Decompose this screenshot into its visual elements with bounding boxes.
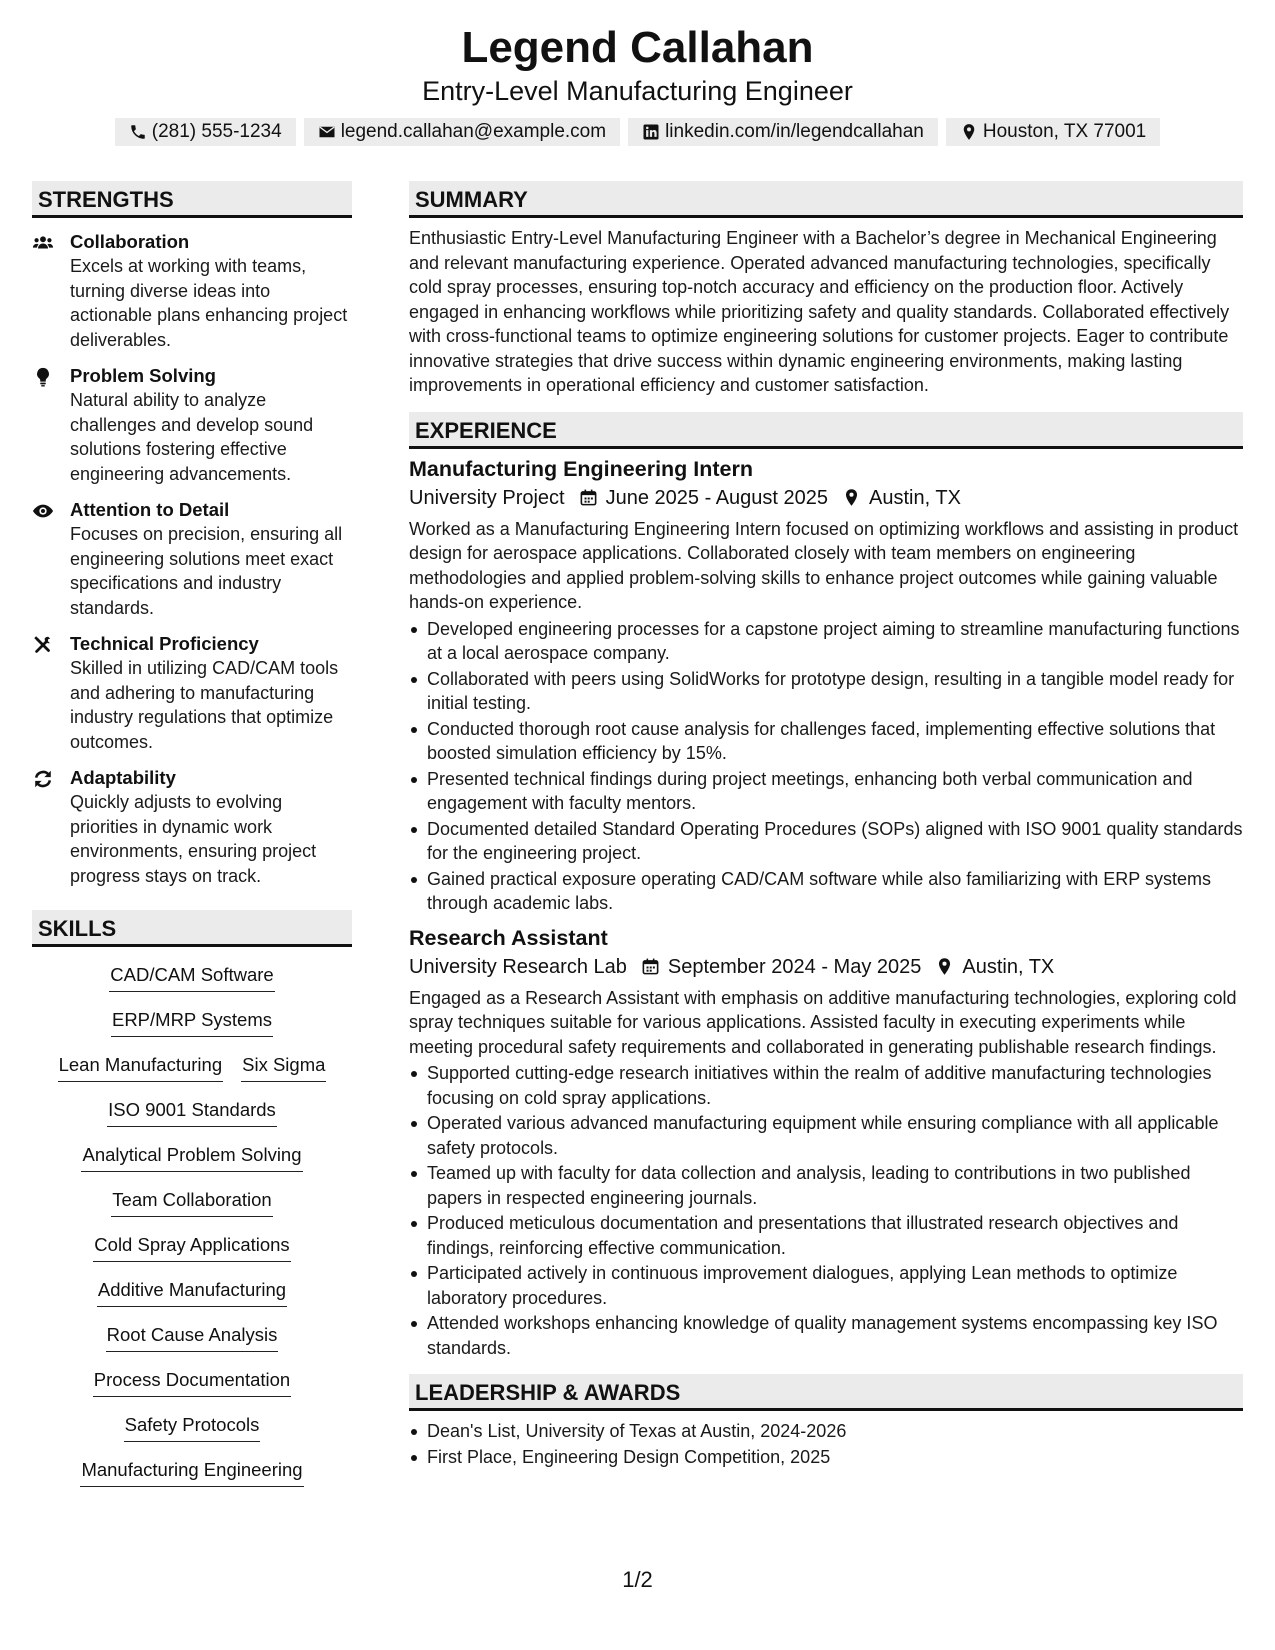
- skill-tag: CAD/CAM Software: [109, 963, 274, 992]
- job-bullets: [409, 1061, 1243, 1360]
- job-org: University Research Lab: [409, 955, 627, 978]
- list-item: Teamed up with faculty for data collection and analysis, leading to contributions in two published papers in respected engineering journals.: [427, 1161, 1243, 1210]
- list-item: Operated various advanced manufacturing equipment while ensuring compliance with all applicable safety protocols.: [427, 1111, 1243, 1160]
- right-column: [409, 181, 1243, 1470]
- strength-desc: Quickly adjusts to evolving priorities in dynamic work environments, ensuring project progress stays on track.: [70, 792, 317, 886]
- strength-title: Collaboration: [70, 231, 190, 252]
- location-text: Houston, TX 77001: [982, 121, 1147, 142]
- list-item: Attended workshops enhancing knowledge of quality management systems encompassing key ISO standards.: [427, 1311, 1243, 1360]
- skill-tag: Six Sigma: [241, 1053, 326, 1082]
- strength-desc: Skilled in utilizing CAD/CAM tools and adhering to manufacturing industry regulations that optimize outcomes.: [70, 658, 339, 752]
- list-item: Produced meticulous documentation and presentations that illustrated research objectives and findings, reinforcing effective communication.: [427, 1211, 1243, 1260]
- job-meta: [409, 952, 1243, 982]
- strength-desc: Excels at working with teams, turning diverse ideas into actionable plans enhancing project deliverables.: [70, 256, 348, 350]
- eye-icon: [32, 500, 54, 522]
- list-item: First Place, Engineering Design Competition, 2025: [427, 1445, 1243, 1470]
- map-pin-icon: [935, 957, 954, 976]
- skill-tag: Analytical Problem Solving: [81, 1143, 302, 1172]
- contact-phone[interactable]: [115, 118, 296, 146]
- job-entry: [409, 924, 1243, 1361]
- lightbulb-icon: [32, 366, 54, 388]
- resume-header: [0, 0, 1275, 146]
- phone-icon: [129, 123, 147, 141]
- job-bullets: [409, 617, 1243, 916]
- strength-title: Problem Solving: [70, 365, 216, 386]
- awards-heading: LEADERSHIP & AWARDS: [409, 1374, 1243, 1411]
- contact-email[interactable]: [304, 118, 620, 146]
- strength-item: [32, 230, 352, 352]
- list-item: Supported cutting-edge research initiatives within the realm of additive manufacturing technologies focusing on cold spray applications.: [427, 1061, 1243, 1110]
- skill-tag: Team Collaboration: [111, 1188, 272, 1217]
- left-column: [32, 181, 352, 1503]
- skills-heading: SKILLS: [32, 910, 352, 947]
- strength-item: [32, 766, 352, 888]
- skill-tag: Manufacturing Engineering: [80, 1458, 303, 1487]
- job-entry: [409, 455, 1243, 916]
- job-meta: [409, 483, 1243, 513]
- email-text: legend.callahan@example.com: [340, 121, 607, 142]
- list-item: Presented technical findings during project meetings, enhancing both verbal communication and engagement with faculty mentors.: [427, 767, 1243, 816]
- sync-icon: [32, 768, 54, 790]
- summary-text: Enthusiastic Entry-Level Manufacturing Engineer with a Bachelor’s degree in Mechanical Engineering and relevant manufacturing experience. Operated advanced manufacturing technologies, specifically cold spray processes, ensuring top-notch accuracy and efficiency on the production floor. Actively engaged in enhancing workflows while prioritizing safety and quality standards. Collaborated effectively with cross-functional teams to optimize engineering solutions for customer projects. Eager to contribute innovative strategies that drive success within dynamic engineering environments, making lasting improvements in operational efficiency and customer satisfaction.: [409, 228, 1230, 395]
- map-pin-icon: [842, 488, 861, 507]
- list-item: Gained practical exposure operating CAD/CAM software while also familiarizing with ERP systems through academic labs.: [427, 867, 1243, 916]
- skill-tag: Cold Spray Applications: [93, 1233, 290, 1262]
- job-dates: September 2024 - May 2025: [667, 955, 922, 978]
- job-location: Austin, TX: [962, 955, 1055, 978]
- strength-item: [32, 632, 352, 754]
- strength-item: [32, 364, 352, 486]
- strength-title: Attention to Detail: [70, 499, 230, 520]
- list-item: Collaborated with peers using SolidWorks for prototype design, resulting in a tangible model ready for initial testing.: [427, 667, 1243, 716]
- skill-tag: Safety Protocols: [124, 1413, 261, 1442]
- job-location: Austin, TX: [869, 486, 961, 509]
- phone-text: (281) 555-1234: [151, 121, 282, 142]
- tools-icon: [32, 634, 54, 656]
- list-item: Documented detailed Standard Operating Procedures (SOPs) aligned with ISO 9001 quality standards for the engineering project.: [427, 817, 1243, 866]
- skill-tag: ERP/MRP Systems: [111, 1008, 273, 1037]
- envelope-icon: [318, 123, 336, 141]
- linkedin-icon: [642, 123, 660, 141]
- skill-tag: Process Documentation: [93, 1368, 291, 1397]
- strength-desc: Focuses on precision, ensuring all engineering solutions meet exact specifications and industry standards.: [70, 524, 343, 618]
- contact-location: [946, 118, 1160, 146]
- skill-tag: Root Cause Analysis: [106, 1323, 279, 1352]
- awards-list: [409, 1419, 1243, 1469]
- contact-bar: [0, 118, 1275, 146]
- linkedin-text: linkedin.com/in/legendcallahan: [665, 121, 924, 142]
- job-dates: June 2025 - August 2025: [605, 486, 829, 509]
- skill-tag: Additive Manufacturing: [97, 1278, 287, 1307]
- candidate-name: Legend Callahan: [461, 23, 814, 72]
- strengths-heading: STRENGTHS: [32, 181, 352, 218]
- page-number: 1/2: [622, 1567, 653, 1592]
- calendar-icon: [641, 957, 660, 976]
- list-item: Developed engineering processes for a capstone project aiming to streamline manufacturing functions at a local aerospace company.: [427, 617, 1243, 666]
- list-item: Dean's List, University of Texas at Austin, 2024-2026: [427, 1419, 1243, 1444]
- job-org: University Project: [409, 486, 565, 509]
- job-description: Worked as a Manufacturing Engineering Intern focused on optimizing workflows and assisting in product design for aerospace applications. Collaborated closely with team members on engineering methodologies and applied problem-solving skills to enhance project outcomes while gaining valuable hands-on experience.: [409, 518, 1239, 612]
- candidate-title: Entry-Level Manufacturing Engineer: [422, 76, 853, 106]
- skills-list: [32, 963, 352, 1503]
- job-title: Manufacturing Engineering Intern: [409, 456, 754, 481]
- skill-tag: Lean Manufacturing: [58, 1053, 224, 1082]
- list-item: Conducted thorough root cause analysis for challenges faced, implementing effective solutions that boosted simulation efficiency by 15%.: [427, 717, 1243, 766]
- experience-heading: EXPERIENCE: [409, 412, 1243, 449]
- users-icon: [32, 232, 54, 254]
- job-description: Engaged as a Research Assistant with emphasis on additive manufacturing technologies, exploring cold spray techniques suitable for various applications. Assisted faculty in executing experiments while meeting procedural safety requirements and collaborated in generating publishable research findings.: [409, 987, 1237, 1057]
- skill-tag: ISO 9001 Standards: [107, 1098, 277, 1127]
- list-item: Participated actively in continuous improvement dialogues, applying Lean methods to optimize laboratory procedures.: [427, 1261, 1243, 1310]
- strength-title: Technical Proficiency: [70, 633, 259, 654]
- summary-heading: SUMMARY: [409, 181, 1243, 218]
- contact-linkedin[interactable]: [628, 118, 938, 146]
- calendar-icon: [579, 488, 598, 507]
- map-pin-icon: [960, 123, 978, 141]
- strength-desc: Natural ability to analyze challenges and develop sound solutions fostering effective engineering advancements.: [70, 390, 314, 484]
- strength-item: [32, 498, 352, 620]
- job-title: Research Assistant: [409, 925, 608, 950]
- strength-title: Adaptability: [70, 767, 176, 788]
